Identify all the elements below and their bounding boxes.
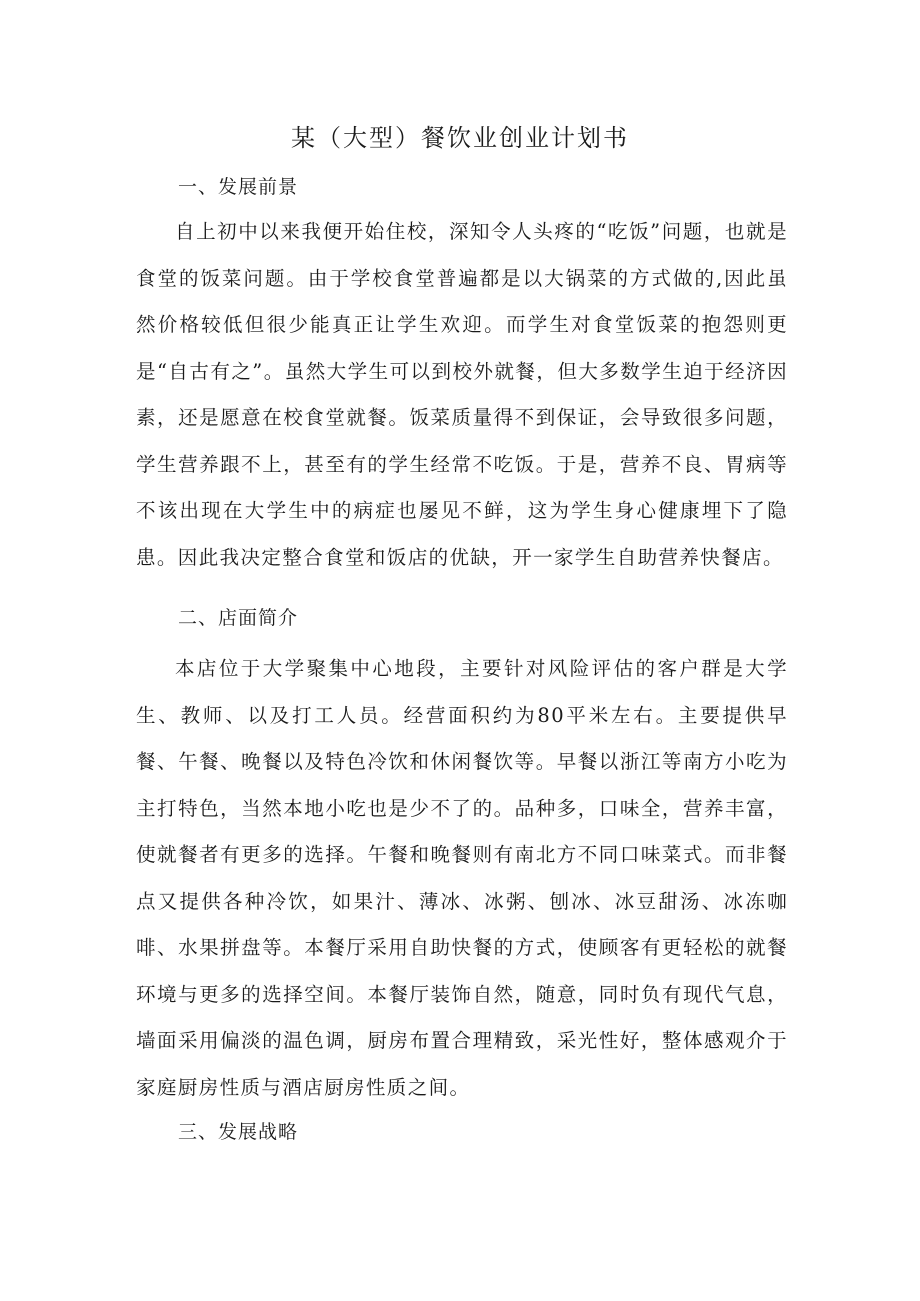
- section-body-prospects: 自上初中以来我便开始住校，深知令人头疼的“吃饭”问题，也就是食堂的饭菜问题。由于学校食堂普遍都是以大锅菜的方式做的,因此虽然价格较低但很少能真正让学生欢迎。而学生对食堂饭菜的抱怨则更是“自古有之”。虽然大学生可以到校外就餐，但大多数学生迫于经济因素，还是愿意在校食堂就餐。饭菜质量得不到保证，会导致很多问题，学生营养跟不上，甚至有的学生经常不吃饭。于是，营养不良、胃病等不该出现在大学生中的病症也屡见不鲜，这为学生身心健康埋下了隐患。因此我决定整合食堂和饭店的优缺，开一家学生自助营养快餐店。: [136, 220, 788, 569]
- section-heading-strategy: 三、发展战略: [178, 1121, 299, 1143]
- section-heading-store-intro: 二、店面简介: [178, 607, 299, 629]
- section-heading-prospects: 一、发展前景: [178, 176, 299, 198]
- section-body-store-intro: 本店位于大学聚集中心地段，主要针对风险评估的客户群是大学生、教师、以及打工人员。经营面积约为80平米左右。主要提供早餐、午餐、晚餐以及特色冷饮和休闲餐饮等。早餐以浙江等南方小吃为主打特色，当然本地小吃也是少不了的。品种多，口味全，营养丰富，使就餐者有更多的选择。午餐和晚餐则有南北方不同口味菜式。而非餐点又提供各种冷饮，如果汁、薄冰、冰粥、刨冰、冰豆甜汤、冰冻咖啡、水果拼盘等。本餐厅采用自助快餐的方式，使顾客有更轻松的就餐环境与更多的选择空间。本餐厅装饰自然，随意，同时负有现代气息，墙面采用偏淡的温色调，厨房布置合理精致，采光性好，整体感观介于家庭厨房性质与酒店厨房性质之间。: [136, 657, 788, 1099]
- document-title: 某（大型）餐饮业创业计划书: [291, 124, 629, 152]
